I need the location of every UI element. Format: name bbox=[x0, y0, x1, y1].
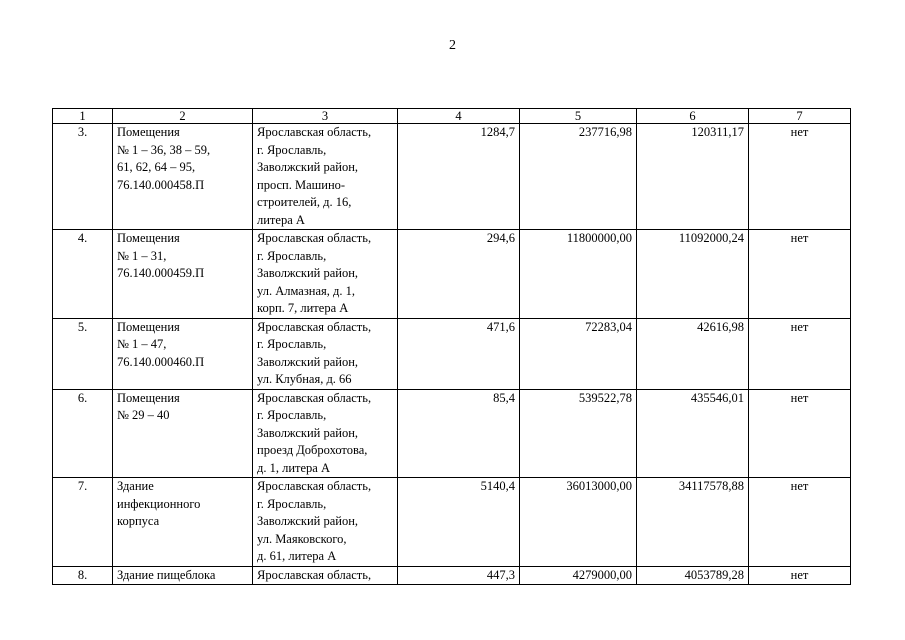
row-number: 4. bbox=[53, 230, 113, 319]
row-number: 5. bbox=[53, 318, 113, 389]
row-number: 8. bbox=[53, 566, 113, 585]
table-row bbox=[53, 124, 851, 230]
object-address: Ярославская область, г. Ярославль, Заволжский район, ул. Алмазная, д. 1, корп. 7, литера А bbox=[253, 230, 398, 319]
header-col-3: 3 bbox=[253, 109, 398, 124]
object-name: Помещения № 1 – 31, 76.140.000459.П bbox=[113, 230, 253, 319]
header-col-6: 6 bbox=[637, 109, 749, 124]
object-address: Ярославская область, bbox=[253, 566, 398, 585]
page-number: 2 bbox=[449, 38, 456, 53]
object-name: Помещения № 1 – 47, 76.140.000460.П bbox=[113, 318, 253, 389]
table-row bbox=[53, 566, 851, 585]
object-name: Помещения № 29 – 40 bbox=[113, 389, 253, 478]
balance-cost: 4279000,00 bbox=[520, 566, 637, 585]
balance-cost: 36013000,00 bbox=[520, 478, 637, 567]
encumbrance: нет bbox=[749, 389, 851, 478]
encumbrance: нет bbox=[749, 318, 851, 389]
table-body bbox=[53, 124, 851, 585]
object-area: 294,6 bbox=[398, 230, 520, 319]
object-address: Ярославская область, г. Ярославль, Заволжский район, просп. Машино- строителей, д. 16, литера А bbox=[253, 124, 398, 230]
residual-cost: 435546,01 bbox=[637, 389, 749, 478]
object-area: 1284,7 bbox=[398, 124, 520, 230]
row-number: 7. bbox=[53, 478, 113, 567]
header-col-1: 1 bbox=[53, 109, 113, 124]
residual-cost: 34117578,88 bbox=[637, 478, 749, 567]
encumbrance: нет bbox=[749, 124, 851, 230]
encumbrance: нет bbox=[749, 478, 851, 567]
row-number: 3. bbox=[53, 124, 113, 230]
table-row bbox=[53, 478, 851, 567]
balance-cost: 539522,78 bbox=[520, 389, 637, 478]
encumbrance: нет bbox=[749, 566, 851, 585]
balance-cost: 237716,98 bbox=[520, 124, 637, 230]
residual-cost: 4053789,28 bbox=[637, 566, 749, 585]
header-col-7: 7 bbox=[749, 109, 851, 124]
object-address: Ярославская область, г. Ярославль, Заволжский район, проезд Доброхотова, д. 1, литера А bbox=[253, 389, 398, 478]
header-row bbox=[53, 109, 851, 124]
object-name: Помещения № 1 – 36, 38 – 59, 61, 62, 64 – 95, 76.140.000458.П bbox=[113, 124, 253, 230]
residual-cost: 42616,98 bbox=[637, 318, 749, 389]
header-col-4: 4 bbox=[398, 109, 520, 124]
object-area: 5140,4 bbox=[398, 478, 520, 567]
table-row bbox=[53, 230, 851, 319]
balance-cost: 11800000,00 bbox=[520, 230, 637, 319]
object-area: 447,3 bbox=[398, 566, 520, 585]
encumbrance: нет bbox=[749, 230, 851, 319]
header-col-5: 5 bbox=[520, 109, 637, 124]
object-name: Здание инфекционного корпуса bbox=[113, 478, 253, 567]
header-col-2: 2 bbox=[113, 109, 253, 124]
balance-cost: 72283,04 bbox=[520, 318, 637, 389]
object-address: Ярославская область, г. Ярославль, Заволжский район, ул. Маяковского, д. 61, литера А bbox=[253, 478, 398, 567]
residual-cost: 120311,17 bbox=[637, 124, 749, 230]
object-address: Ярославская область, г. Ярославль, Заволжский район, ул. Клубная, д. 66 bbox=[253, 318, 398, 389]
row-number: 6. bbox=[53, 389, 113, 478]
property-table bbox=[52, 108, 851, 585]
object-area: 471,6 bbox=[398, 318, 520, 389]
residual-cost: 11092000,24 bbox=[637, 230, 749, 319]
table-row bbox=[53, 318, 851, 389]
object-name: Здание пищеблока bbox=[113, 566, 253, 585]
table-header bbox=[53, 109, 851, 124]
table-row bbox=[53, 389, 851, 478]
object-area: 85,4 bbox=[398, 389, 520, 478]
